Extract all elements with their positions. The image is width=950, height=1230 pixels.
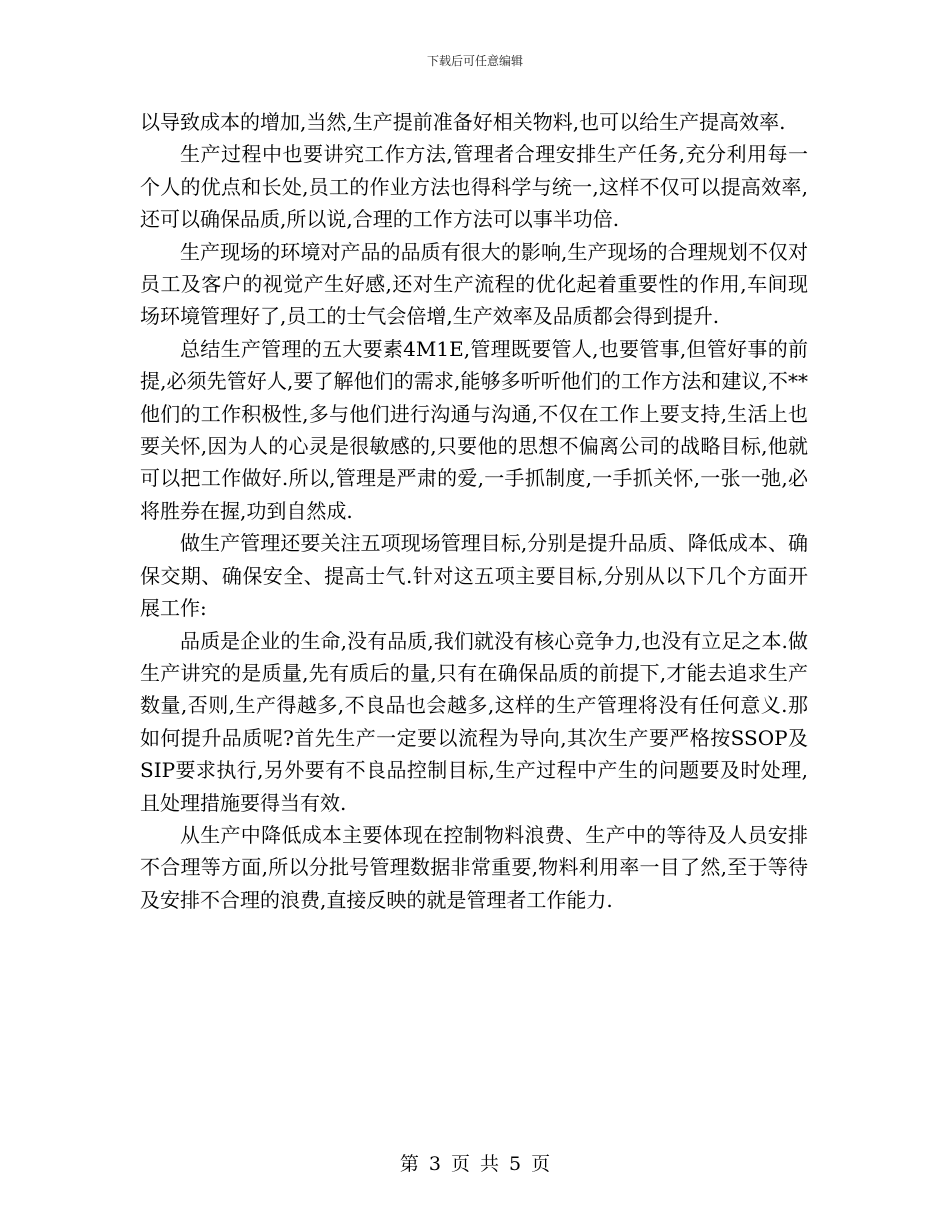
paragraph-quality: 品质是企业的生命,没有品质,我们就没有核心竞争力,也没有立足之本.做生产讲究的是质量,先有质后的量,只有在确保品质的前提下,才能去追求生产数量,否则,生产得越多,不良品也会越多,这样的生产管理将没有任何意义.那如何提升品质呢?首先生产一定要以流程为导向,其次生产要严格按SSOP及SIP要求执行,另外要有不良品控制目标,生产过程中产生的问题要及时处理,且处理措施要得当有效. bbox=[140, 628, 808, 815]
document-body bbox=[140, 106, 808, 916]
page-number: 第 3 页 共 5 页 bbox=[399, 1153, 551, 1175]
paragraph-work-method: 生产过程中也要讲究工作方法,管理者合理安排生产任务,充分利用每一个人的优点和长处,员工的作业方法也得科学与统一,这样不仅可以提高效率,还可以确保品质,所以说,合理的工作方法可以事半功倍. bbox=[140, 142, 808, 232]
page-header: 下载后可任意编辑 bbox=[426, 54, 523, 68]
paragraph-five-goals: 做生产管理还要关注五项现场管理目标,分别是提升品质、降低成本、确保交期、确保安全、提高士气.针对这五项主要目标,分别从以下几个方面开展工作: bbox=[140, 531, 808, 621]
paragraph-continuation: 以导致成本的增加,当然,生产提前准备好相关物料,也可以给生产提高效率. bbox=[140, 110, 786, 134]
paragraph-site-environment: 生产现场的环境对产品的品质有很大的影响,生产现场的合理规划不仅对员工及客户的视觉产生好感,还对生产流程的优化起着重要性的作用,车间现场环境管理好了,员工的士气会倍增,生产效率及品质都会得到提升. bbox=[140, 239, 808, 329]
paragraph-4m1e: 总结生产管理的五大要素4M1E,管理既要管人,也要管事,但管好事的前提,必须先管好人,要了解他们的需求,能够多听听他们的工作方法和建议,不**他们的工作积极性,多与他们进行沟通与沟通,不仅在工作上要支持,生活上也要关怀,因为人的心灵是很敏感的,只要他的思想不偏离公司的战略目标,他就可以把工作做好.所以,管理是严肃的爱,一手抓制度,一手抓关怀,一张一弛,必将胜券在握,功到自然成. bbox=[140, 336, 808, 523]
paragraph-cost: 从生产中降低成本主要体现在控制物料浪费、生产中的等待及人员安排不合理等方面,所以分批号管理数据非常重要,物料利用率一目了然,至于等待及安排不合理的浪费,直接反映的就是管理者工作能力. bbox=[140, 822, 808, 912]
